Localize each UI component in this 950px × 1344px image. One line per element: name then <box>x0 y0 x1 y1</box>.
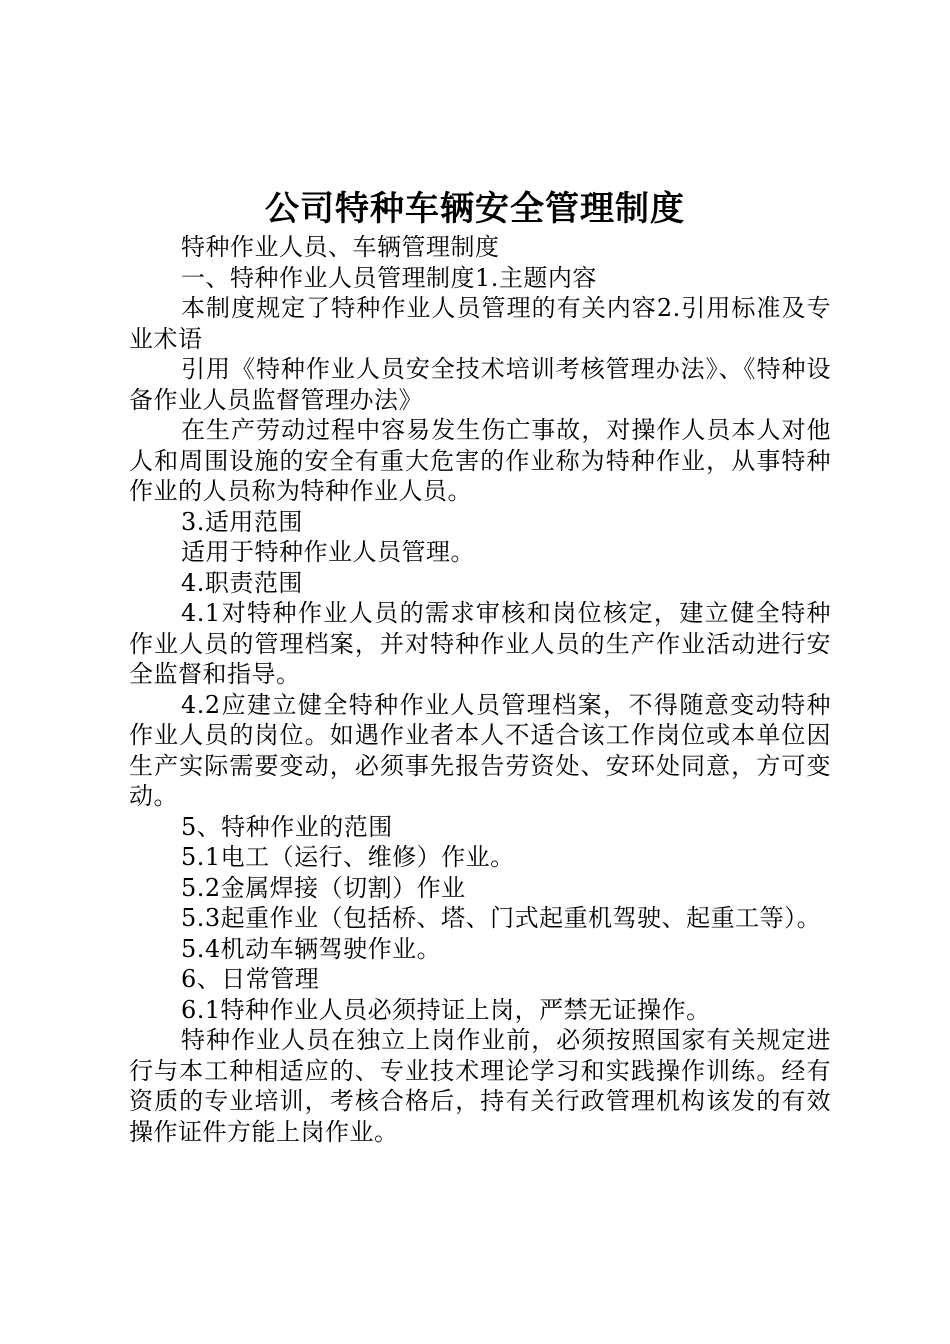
paragraph: 在生产劳动过程中容易发生伤亡事故，对操作人员本人对他人和周围设施的安全有重大危害的作业称为特种作业，从事特种作业的人员称为特种作业人员。 <box>129 416 831 505</box>
paragraph: 一、特种作业人员管理制度1.主题内容 <box>181 263 597 292</box>
paragraph: 引用《特种作业人员安全技术培训考核管理办法》、《特种设备作业人员监督管理办法》 <box>129 355 831 414</box>
paragraph: 5.4机动车辆驾驶作业。 <box>181 934 442 963</box>
paragraph: 4.职责范围 <box>181 568 303 597</box>
paragraph: 5.1电工（运行、维修）作业。 <box>181 843 515 871</box>
paragraph: 适用于特种作业人员管理。 <box>181 538 475 566</box>
paragraph: 4.2应建立健全特种作业人员管理档案，不得随意变动特种作业人员的岗位。如遇作业者本人不适合该工作岗位或本单位因生产实际需要变动，必须事先报告劳资处、安环处同意，方可变动。 <box>129 690 831 810</box>
paragraph: 6.1特种作业人员必须持证上岗，严禁无证操作。 <box>181 995 711 1024</box>
paragraph: 5.2金属焊接（切割）作业 <box>181 873 466 902</box>
paragraph: 4.1对特种作业人员的需求审核和岗位核定，建立健全特种作业人员的管理档案，并对特种作业人员的生产作业活动进行安全监督和指导。 <box>129 599 831 688</box>
paragraph: 5、特种作业的范围 <box>181 812 393 841</box>
paragraph: 本制度规定了特种作业人员管理的有关内容2.引用标准及专业术语 <box>129 294 831 353</box>
paragraph: 3.适用范围 <box>181 507 303 536</box>
paragraph: 特种作业人员、车辆管理制度 <box>181 233 500 261</box>
document-body <box>129 232 831 1147</box>
paragraph: 5.3起重作业（包括桥、塔、门式起重机驾驶、起重工等）。 <box>181 904 822 932</box>
paragraph: 特种作业人员在独立上岗作业前，必须按照国家有关规定进行与本工种相适应的、专业技术理论学习和实践操作训练。经有资质的专业培训，考核合格后，持有关行政管理机构该发的有效操作证件方能上岗作业。 <box>129 1026 831 1146</box>
paragraph: 6、日常管理 <box>181 965 320 993</box>
document-title: 公司特种车辆安全管理制度 <box>265 189 685 229</box>
